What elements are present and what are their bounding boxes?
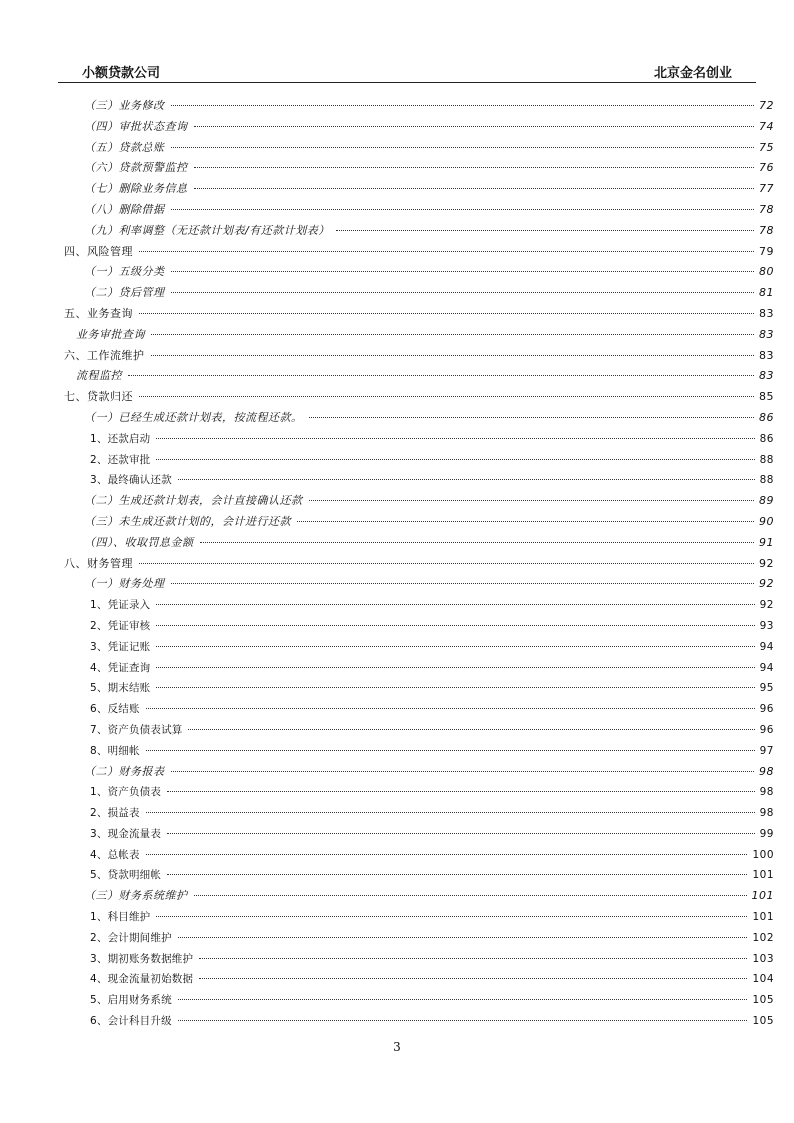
toc-dot-leader (199, 957, 747, 959)
page-header (58, 58, 756, 83)
toc-entry-page: 105 (752, 994, 774, 1007)
toc-entry[interactable] (0, 387, 774, 408)
toc-dot-leader (297, 520, 754, 522)
toc-entry-title: 1、资产负债表 (90, 786, 162, 799)
toc-dot-leader (156, 645, 754, 647)
toc-entry-page: 102 (752, 931, 774, 944)
toc-entry-title: （三）未生成还款计划的，会计进行还款 (84, 514, 291, 528)
toc-entry[interactable] (0, 969, 774, 990)
toc-entry[interactable] (0, 138, 774, 159)
toc-entry-page: 76 (759, 161, 774, 175)
toc-entry-page: 103 (752, 952, 774, 965)
toc-entry-title: （二）贷后管理 (84, 286, 165, 300)
toc-entry[interactable] (0, 491, 774, 512)
toc-entry-page: 92 (759, 556, 774, 570)
toc-entry-page: 83 (759, 369, 774, 383)
toc-entry-page: 101 (751, 889, 774, 903)
toc-entry-page: 95 (759, 682, 774, 695)
toc-dot-leader (156, 915, 747, 917)
toc-entry-title: 4、现金流量初始数据 (90, 973, 194, 986)
toc-entry-page: 88 (759, 453, 774, 466)
toc-entry-page: 83 (759, 327, 774, 341)
toc-entry[interactable] (0, 741, 774, 762)
toc-entry-page: 92 (759, 577, 774, 591)
toc-dot-leader (156, 624, 754, 626)
toc-dot-leader (167, 790, 755, 792)
toc-entry-title: 2、还款审批 (90, 453, 151, 466)
toc-entry-title: 3、现金流量表 (90, 827, 162, 840)
toc-entry[interactable] (0, 1011, 774, 1032)
toc-entry-page: 98 (759, 764, 774, 778)
toc-entry-page: 100 (752, 848, 774, 861)
toc-entry-title: （一）五级分类 (84, 265, 165, 279)
toc-entry-page: 90 (759, 514, 774, 528)
toc-entry[interactable] (0, 762, 774, 783)
toc-entry-page: 99 (759, 827, 774, 840)
toc-entry-title: 1、科目维护 (90, 911, 151, 924)
toc-dot-leader (146, 749, 755, 751)
toc-entry[interactable] (0, 221, 774, 242)
toc-entry[interactable] (0, 96, 774, 117)
toc-entry-page: 78 (759, 223, 774, 237)
toc-dot-leader (167, 873, 747, 875)
toc-dot-leader (199, 977, 747, 979)
toc-entry[interactable] (0, 117, 774, 138)
toc-entry-page: 96 (759, 703, 774, 716)
toc-entry-page: 94 (759, 661, 774, 674)
toc-dot-leader (178, 998, 748, 1000)
toc-entry-page: 101 (752, 911, 774, 924)
toc-dot-leader (336, 229, 754, 231)
toc-entry[interactable] (0, 845, 774, 866)
toc-entry[interactable] (0, 470, 774, 491)
toc-entry[interactable] (0, 886, 774, 907)
toc-dot-leader (171, 291, 755, 293)
toc-dot-leader (194, 894, 747, 896)
toc-entry-page: 98 (759, 807, 774, 820)
toc-dot-leader (146, 853, 748, 855)
toc-dot-leader (139, 395, 754, 397)
table-of-contents (0, 96, 794, 1032)
toc-dot-leader (156, 666, 754, 668)
toc-entry[interactable] (0, 574, 774, 595)
toc-dot-leader (156, 603, 754, 605)
toc-dot-leader (309, 416, 755, 418)
toc-entry-title: （三）财务系统维护 (84, 889, 188, 903)
toc-entry-title: （一）财务处理 (84, 577, 165, 591)
toc-dot-leader (139, 250, 754, 252)
toc-entry-title: 七、贷款归还 (64, 390, 133, 404)
toc-entry[interactable] (0, 283, 774, 304)
toc-entry-title: （六）贷款预警监控 (84, 161, 188, 175)
toc-entry[interactable] (0, 949, 774, 970)
toc-entry-title: 5、启用财务系统 (90, 994, 172, 1007)
toc-entry-page: 86 (759, 432, 774, 445)
toc-entry[interactable] (0, 678, 774, 699)
toc-entry-page: 88 (759, 474, 774, 487)
toc-dot-leader (156, 437, 754, 439)
toc-entry-title: 5、期末结账 (90, 682, 151, 695)
toc-dot-leader (171, 146, 755, 148)
toc-entry-title: （二）生成还款计划表，会计直接确认还款 (84, 494, 303, 508)
toc-entry-page: 93 (759, 619, 774, 632)
toc-entry-page: 98 (759, 786, 774, 799)
toc-entry-title: 八、财务管理 (64, 556, 133, 570)
toc-entry[interactable] (0, 512, 774, 533)
toc-entry-title: （八）删除借据 (84, 202, 165, 216)
toc-entry[interactable] (0, 616, 774, 637)
toc-entry-title: 3、期初账务数据维护 (90, 952, 194, 965)
toc-entry[interactable] (0, 346, 774, 367)
toc-entry[interactable] (0, 699, 774, 720)
toc-entry[interactable] (0, 429, 774, 450)
toc-entry-page: 72 (759, 99, 774, 112)
toc-entry-page: 75 (759, 140, 774, 154)
toc-entry-title: 2、凭证审核 (90, 619, 151, 632)
toc-entry-title: （四）、收取罚息金额 (84, 535, 194, 549)
toc-entry-page: 85 (759, 390, 774, 404)
toc-entry[interactable] (0, 304, 774, 325)
toc-entry[interactable] (0, 595, 774, 616)
toc-entry-page: 77 (759, 182, 774, 196)
toc-dot-leader (139, 312, 754, 314)
toc-entry-page: 101 (752, 869, 774, 882)
toc-entry[interactable] (0, 824, 774, 845)
toc-entry-title: （四）审批状态查询 (84, 119, 188, 133)
toc-entry-title: 3、凭证记账 (90, 640, 151, 653)
toc-dot-leader (156, 458, 754, 460)
toc-entry-title: 3、最终确认还款 (90, 474, 172, 487)
toc-entry-page: 80 (759, 265, 774, 279)
toc-entry-title: （二）财务报表 (84, 764, 165, 778)
toc-dot-leader (128, 374, 754, 376)
toc-entry-page: 81 (759, 286, 774, 300)
toc-entry[interactable] (0, 533, 774, 554)
toc-entry-page: 89 (759, 494, 774, 508)
toc-entry-page: 94 (759, 640, 774, 653)
toc-dot-leader (178, 478, 755, 480)
toc-dot-leader (156, 686, 754, 688)
header-company: 小额贷款公司 (82, 66, 161, 81)
toc-entry-title: 4、总帐表 (90, 848, 140, 861)
toc-entry-title: 1、还款启动 (90, 432, 151, 445)
toc-entry-title: （一）已经生成还款计划表，按流程还款。 (84, 410, 303, 424)
toc-entry-page: 97 (759, 744, 774, 757)
toc-entry[interactable] (0, 242, 774, 263)
toc-entry-title: 六、工作流维护 (64, 348, 145, 362)
toc-dot-leader (151, 333, 754, 335)
toc-entry[interactable] (0, 865, 774, 886)
toc-dot-leader (139, 562, 754, 564)
toc-dot-leader (167, 832, 755, 834)
toc-entry-page: 91 (759, 535, 774, 549)
toc-entry-title: 2、会计期间维护 (90, 931, 172, 944)
toc-entry[interactable] (0, 907, 774, 928)
toc-entry[interactable] (0, 366, 774, 387)
toc-dot-leader (194, 187, 755, 189)
toc-dot-leader (151, 354, 755, 356)
toc-dot-leader (171, 208, 755, 210)
toc-entry-title: 6、会计科目升级 (90, 1015, 172, 1028)
toc-entry[interactable] (0, 554, 774, 575)
toc-dot-leader (171, 582, 755, 584)
toc-dot-leader (200, 541, 755, 543)
toc-entry[interactable] (0, 990, 774, 1011)
toc-entry[interactable] (0, 720, 774, 741)
toc-entry[interactable] (0, 450, 774, 471)
toc-dot-leader (146, 707, 755, 709)
toc-entry-title: （五）贷款总账 (84, 140, 165, 154)
toc-entry-title: 1、凭证录入 (90, 599, 151, 612)
toc-entry-title: 四、风险管理 (64, 244, 133, 258)
toc-entry-page: 83 (759, 306, 774, 320)
toc-entry-title: 4、凭证查询 (90, 661, 151, 674)
toc-entry-page: 104 (752, 973, 774, 986)
toc-dot-leader (178, 1019, 748, 1021)
toc-entry-title: （三）业务修改 (84, 99, 165, 112)
toc-dot-leader (178, 936, 748, 938)
toc-entry-title: 流程监控 (76, 369, 122, 383)
page-number: 3 (393, 1040, 401, 1054)
toc-entry[interactable] (0, 325, 774, 346)
toc-entry[interactable] (0, 637, 774, 658)
toc-entry-title: 五、业务查询 (64, 306, 133, 320)
toc-dot-leader (171, 104, 755, 106)
toc-entry-title: 8、明细帐 (90, 744, 140, 757)
toc-dot-leader (194, 166, 755, 168)
toc-entry[interactable] (0, 928, 774, 949)
toc-entry[interactable] (0, 179, 774, 200)
toc-entry-page: 105 (752, 1015, 774, 1028)
toc-dot-leader (188, 728, 754, 730)
toc-entry-page: 78 (759, 202, 774, 216)
toc-entry[interactable] (0, 803, 774, 824)
toc-entry-page: 96 (759, 723, 774, 736)
header-vendor: 北京金名创业 (653, 66, 732, 81)
toc-dot-leader (171, 770, 755, 772)
toc-entry-title: 2、损益表 (90, 807, 140, 820)
toc-dot-leader (309, 499, 755, 501)
toc-entry[interactable] (0, 782, 774, 803)
toc-entry-title: （七）删除业务信息 (84, 182, 188, 196)
toc-entry-page: 79 (759, 244, 774, 258)
toc-entry-title: 5、贷款明细帐 (90, 869, 162, 882)
toc-entry-title: 6、反结账 (90, 703, 140, 716)
toc-entry-page: 92 (759, 599, 774, 612)
toc-entry[interactable] (0, 658, 774, 679)
toc-dot-leader (194, 125, 755, 127)
toc-entry-page: 86 (759, 410, 774, 424)
toc-entry-page: 74 (759, 119, 774, 133)
toc-entry[interactable] (0, 158, 774, 179)
toc-entry-title: （九）利率调整（无还款计划表/有还款计划表） (84, 223, 330, 237)
toc-dot-leader (171, 270, 755, 272)
toc-entry[interactable] (0, 200, 774, 221)
toc-entry[interactable] (0, 262, 774, 283)
toc-dot-leader (146, 811, 755, 813)
toc-entry-page: 83 (759, 348, 774, 362)
toc-entry-title: 业务审批查询 (76, 327, 145, 341)
toc-entry[interactable] (0, 408, 774, 429)
toc-entry-title: 7、资产负债表试算 (90, 723, 183, 736)
